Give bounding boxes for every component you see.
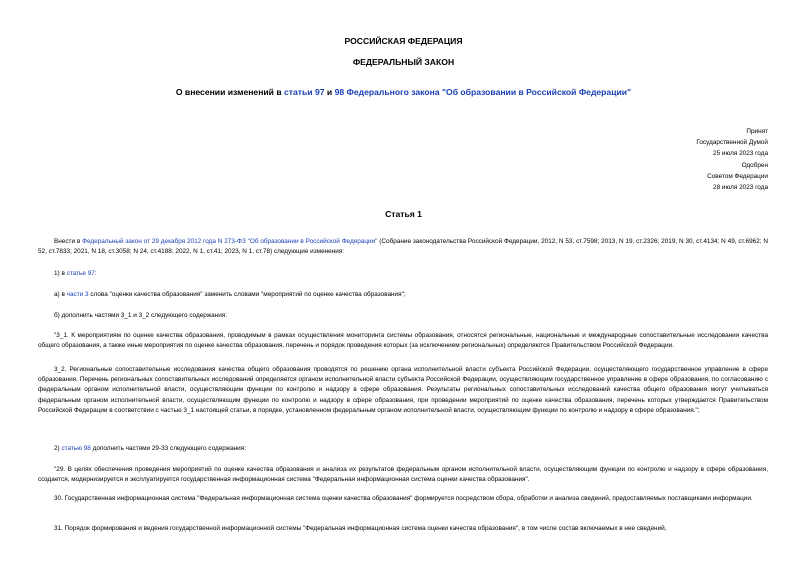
law-type-heading: ФЕДЕРАЛЬНЫЙ ЗАКОН [352, 57, 455, 67]
accepted-by: Государственной Думой [696, 139, 768, 147]
approved-date: 28 июля 2023 года [713, 184, 768, 192]
acceptance-block [696, 126, 768, 193]
link-education-law[interactable]: Федерального закона "Об образовании в Российской Федерации" [346, 87, 632, 97]
approved-label: Одобрен [741, 161, 768, 169]
title-and: и [324, 87, 335, 97]
accepted-label: Принят [746, 128, 768, 135]
part-3-1-text: "3_1. К мероприятиям по оценке качества образования, проводимым в рамках осуществления мониторинга системы образования, относятся региональные, национальные и международные сопоставительные исследования качества общего образования, а также иные мероприятия по оценке качества образования, перечень и порядок проведения которых (за исключением региональных) определяются Правительством Российской Федерации. [38, 332, 768, 350]
item-2: 2) статью 98 дополнить частями 29-33 следующего содержания: [54, 445, 246, 452]
title-prefix: О внесении изменений в [175, 87, 285, 97]
accepted-date: 25 июля 2023 года [713, 150, 768, 158]
link-article-97[interactable]: статьи 97 [284, 87, 325, 97]
approved-by: Советом Федерации [707, 172, 768, 180]
intro-paragraph: Внести в Федеральный закон от 29 декабря 2012 года N 273-ФЗ "Об образовании в Российской Федерации" (Собрание законодательства Российской Федерации, 2012, N 53, ст.7598; 2013, N 19, ст.2326; 2019, N 30, ст.4134; N 49, ст.6962; N 52, ст.7833; 2021, N 18, ст.3058; N 24, ст.4188; 2022, N 1, ст.41; 2023, N 1, ст.78) следующие изменения: [38, 238, 769, 256]
article-heading: Статья 1 [385, 209, 422, 219]
country-heading: РОССИЙСКАЯ ФЕДЕРАЦИЯ [344, 36, 463, 46]
item-1b: б) дополнить частями 3_1 и 3_2 следующего содержания: [54, 312, 228, 319]
item-1: 1) в статье 97: [54, 270, 97, 277]
link-federal-law-273[interactable]: Федеральный закон от 29 декабря 2012 года N 273-ФЗ "Об образовании в Российской Федерации" [82, 238, 378, 245]
part-31-text: 31. Порядок формирования и ведения государственной информационной системы "Федеральная информационная система оценки качества образования", в том числе состав включаемых в нее сведений, [54, 525, 667, 532]
link-article-98-body[interactable]: статью 98 [61, 445, 91, 452]
law-title [0, 87, 807, 97]
link-article-97-body[interactable]: статье 97 [66, 270, 95, 277]
part-30-text: 30. Государственная информационная система "Федеральная информационная система оценки качества образования" формируется посредством сбора, обработки и анализа сведений, предоставляемых поставщиками информации. [54, 495, 753, 502]
link-part-3[interactable]: части 3 [66, 291, 89, 298]
part-3-2-text: 3_2. Региональные сопоставительные исследования качества общего образования проводятся по решению органа исполнительной власти субъекта Российской Федерации, осуществляющего государственное управление в сфере образования. Перечень региональных сопоставительных исследований определяется органом исполнительной власти субъекта Российской Федерации, осуществляющим государственное управление в сфере образования, по согласованию с федеральным органом исполнительной власти, осуществляющим функции по контролю и надзору в сфере образования. Результаты региональных сопоставительных исследований качества общего образования могут учитываться федеральным органом исполнительной власти, осуществляющим функции по контролю и надзору в сфере образования, при проведении мероприятий по оценке качества образования, перечень которых утверждается Правительством Российской Федерации в соответствии с частью 3_1 настоящей статьи, в порядке, установленном федеральным органом исполнительной власти, осуществляющим функции по контролю и надзору в сфере образования."; [38, 366, 768, 414]
part-29-text: "29. В целях обеспечения проведения мероприятий по оценке качества образования и анализа их результатов федеральным органом исполнительной власти, осуществляющим функции по контролю и надзору в сфере образования, создается, модернизируется и эксплуатируется государственная информационная система "Федеральная информационная система оценки качества образования". [38, 466, 768, 484]
link-article-98[interactable]: 98 [334, 87, 345, 97]
item-1a: а) в части 3 слова "оценки качества образования" заменить словами "мероприятий по оценке качества образования"; [54, 291, 406, 298]
